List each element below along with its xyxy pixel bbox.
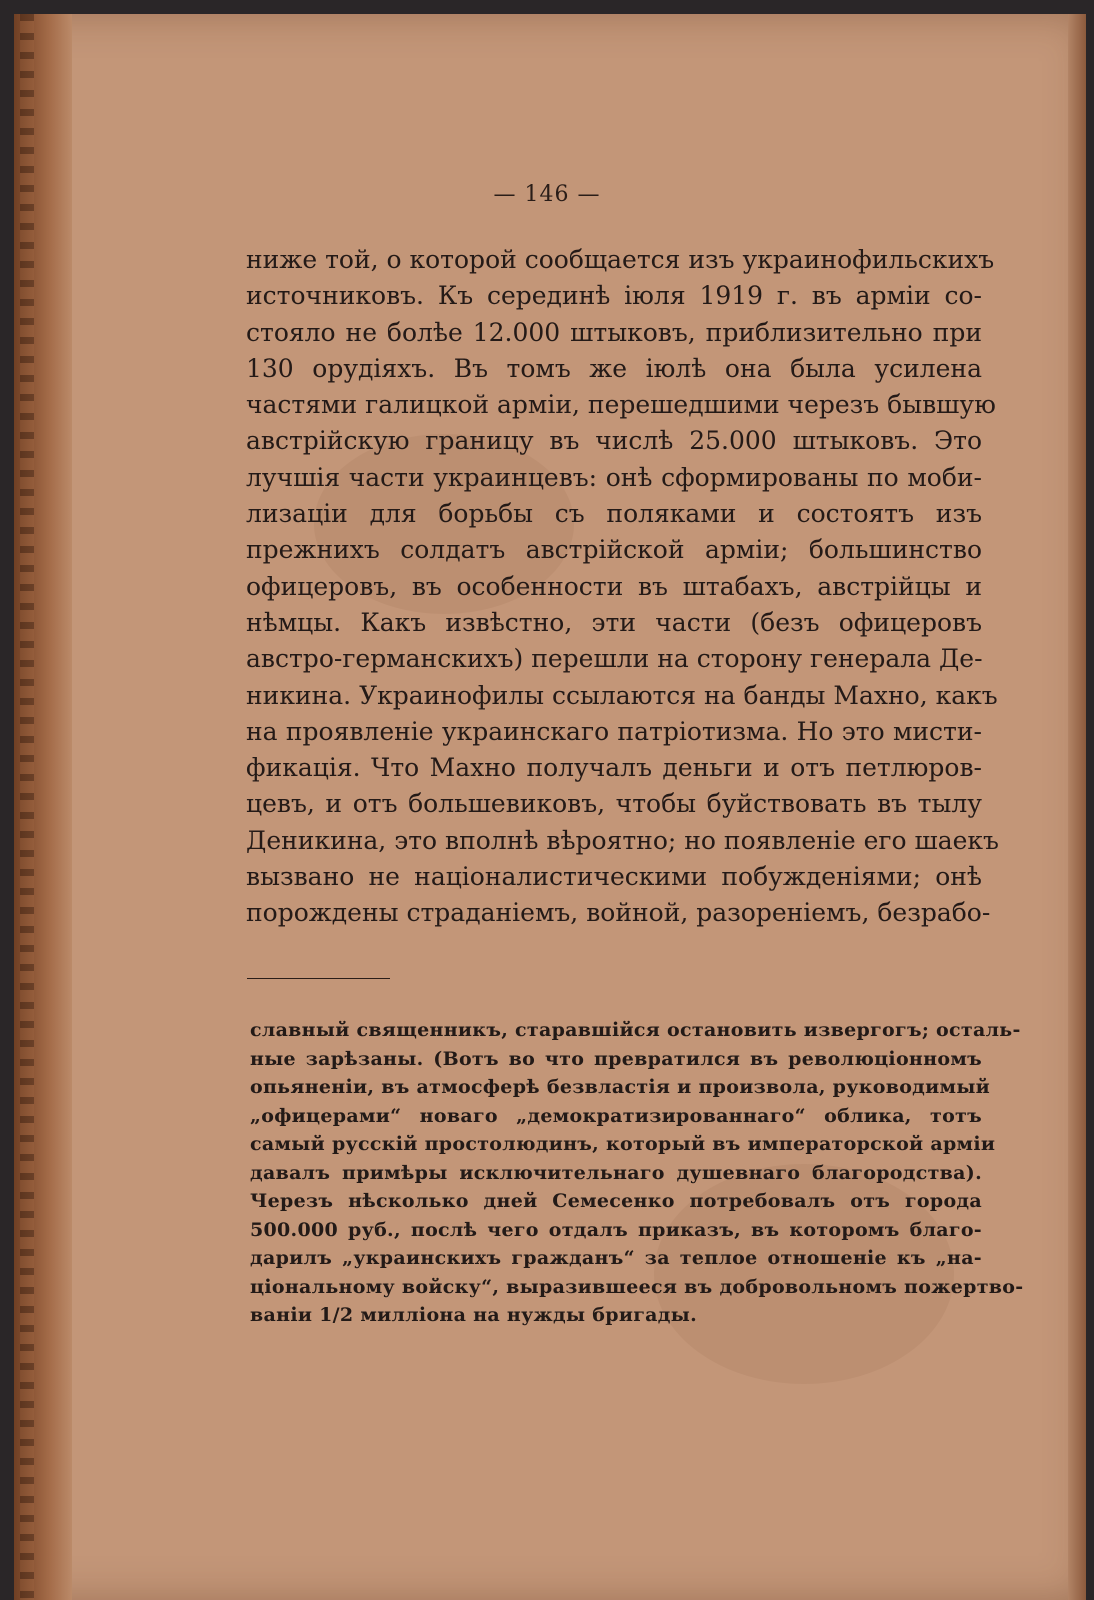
body-line: австрійскую границу въ числѣ 25.000 штыковъ. Это xyxy=(246,426,982,456)
body-line: вызвано не націоналистическими побужденіями; онѣ xyxy=(246,862,982,892)
body-line: лизаціи для борьбы съ поляками и состоятъ изъ xyxy=(246,499,982,529)
footnote-line: ваніи 1/2 милліона на нужды бригады. xyxy=(250,1304,697,1326)
footnote-line: самый русскій простолюдинъ, который въ императорской арміи xyxy=(250,1133,996,1155)
body-line: порождены страданіемъ, войной, разореніемъ, безрабо- xyxy=(246,898,991,928)
footnote xyxy=(250,1016,1024,1330)
body-line: частями галицкой арміи, перешедшими черезъ бывшую xyxy=(246,390,996,420)
body-line: ниже той, о которой сообщается изъ украинофильскихъ xyxy=(246,245,995,274)
body-line: стояло не болѣе 12.000 штыковъ, приблизительно при xyxy=(246,317,982,347)
body-line: фикація. Что Махно получалъ деньги и отъ петлюров- xyxy=(246,753,982,783)
page-spine-edge xyxy=(14,14,72,1600)
body-line: цевъ, и отъ большевиковъ, чтобы буйствовать въ тылу xyxy=(246,789,982,819)
body-text xyxy=(246,242,999,932)
footnote-line: славный священникъ, старавшійся остановить извергогъ; осталь- xyxy=(250,1019,1021,1041)
body-line: на проявленіе украинскаго патріотизма. Но это мисти- xyxy=(246,716,982,746)
footnote-line: ные зарѣзаны. (Вотъ во что превратился въ революціонномъ xyxy=(250,1047,982,1070)
footnote-line: давалъ примѣры исключительнаго душевнаго благородства). xyxy=(250,1161,982,1184)
page-right-edge xyxy=(1068,14,1086,1600)
footnote-line: „офицерами“ новаго „демократизированнаго“ облика, тотъ xyxy=(250,1104,982,1127)
body-line: лучшія части украинцевъ: онѣ сформированы по моби- xyxy=(246,462,982,492)
footnote-line: опьяненіи, въ атмосферѣ безвластія и произвола, руководимый xyxy=(250,1076,991,1098)
footnote-separator xyxy=(247,978,390,979)
body-line: Деникина, это вполнѣ вѣроятно; но появленіе его шаекъ xyxy=(246,825,999,855)
footnote-line: 500.000 руб., послѣ чего отдалъ приказъ, въ которомъ благо- xyxy=(250,1218,982,1241)
page-number: — 146 — xyxy=(493,182,601,207)
body-line: нѣмцы. Какъ извѣстно, эти части (безъ офицеровъ xyxy=(246,607,982,637)
body-line: прежнихъ солдатъ австрійской арміи; большинство xyxy=(246,535,982,565)
body-line: 130 орудіяхъ. Въ томъ же іюлѣ она была усилена xyxy=(246,353,982,383)
footnote-line: Черезъ нѣсколько дней Семесенко потребовалъ отъ города xyxy=(250,1190,982,1212)
body-line: офицеровъ, въ особенности въ штабахъ, австрійцы и xyxy=(246,571,982,601)
footnote-line: ціональному войску“, выразившееся въ добровольномъ пожертво- xyxy=(250,1275,1024,1298)
body-line: австро-германскихъ) перешли на сторону генерала Де- xyxy=(246,644,983,674)
footnote-line: дарилъ „украинскихъ гражданъ“ за теплое отношеніе къ „на- xyxy=(250,1247,982,1269)
body-line: никина. Украинофилы ссылаются на банды Махно, какъ xyxy=(246,680,998,710)
body-line: источниковъ. Къ серединѣ іюля 1919 г. въ арміи со- xyxy=(246,281,982,311)
